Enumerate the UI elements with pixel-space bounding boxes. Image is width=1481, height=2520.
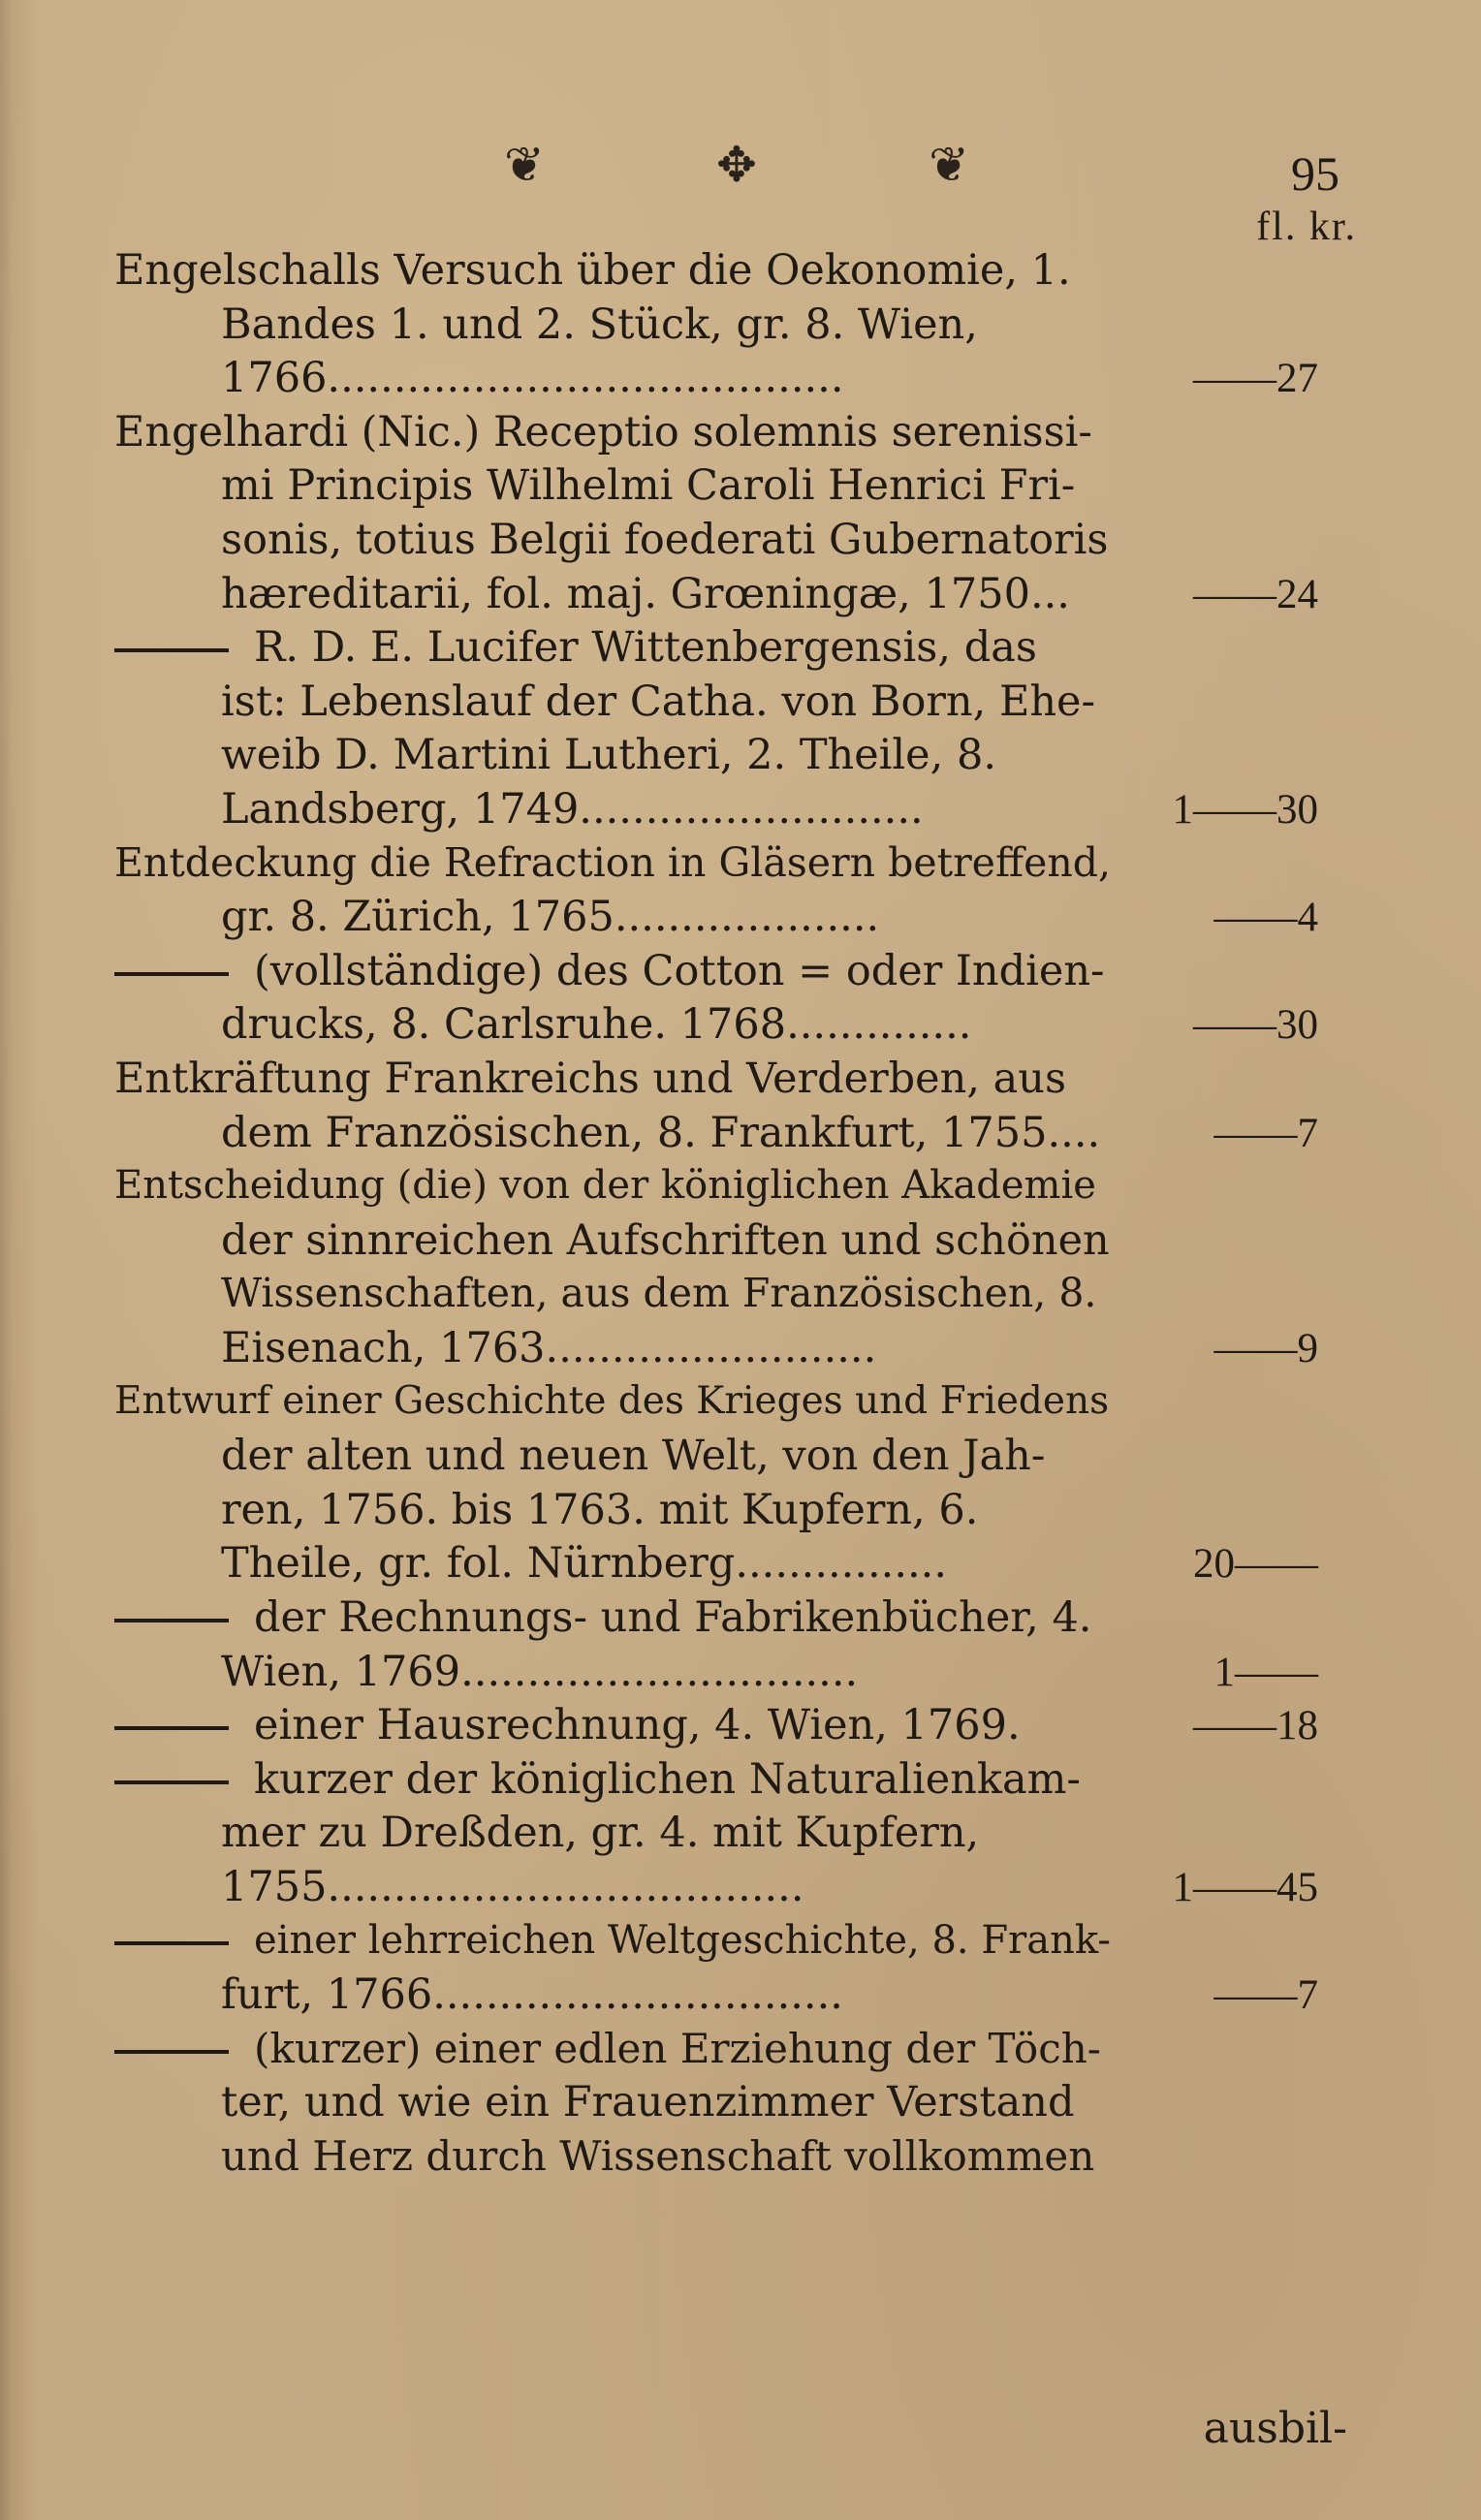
entry-text: mi Principis Wilhelmi Caroli Henrici Fri- [221, 461, 1076, 511]
entry-text: einer lehrreichen Weltgeschichte, 8. Frank- [254, 1917, 1111, 1963]
entry-continuation-line [221, 1485, 979, 1534]
entry-continuation-line [221, 1270, 1097, 1317]
entry-text: gr. 8. Zürich, 1765.................... [221, 893, 880, 942]
entry-continuation-line [221, 1324, 877, 1372]
entry-text: Theile, gr. fol. Nürnberg................ [221, 1539, 948, 1589]
entry-price: 1——30 [1172, 787, 1318, 833]
entry-first-line [114, 1055, 1067, 1103]
entry-price: ——9 [1213, 1326, 1318, 1371]
entry-text: R. D. E. Lucifer Wittenbergensis, das [254, 623, 1037, 673]
ditto-dash [114, 972, 229, 976]
entry-first-line [114, 1701, 1021, 1750]
entry-continuation-line [221, 299, 978, 349]
entry-continuation-line [221, 461, 1076, 511]
entry-first-line [114, 1378, 1110, 1423]
entry-continuation-line [221, 1863, 804, 1911]
entry-continuation-line [221, 731, 996, 780]
entry-text: der alten und neuen Welt, von den Jah- [221, 1432, 1046, 1481]
entry-continuation-line [221, 1215, 1110, 1265]
header-ornament [504, 136, 969, 194]
entry-price: 20—— [1193, 1541, 1318, 1588]
ditto-dash [114, 648, 229, 652]
entry-price: 1——45 [1172, 1865, 1318, 1910]
ditto-dash [114, 1941, 229, 1945]
entry-price: ——4 [1213, 895, 1318, 941]
entry-text: ter, und wie ein Frauenzimmer Verstand [221, 2078, 1075, 2127]
fleuron-right-icon: ❦ [929, 137, 969, 193]
entry-text: kurzer der königlichen Naturalienkam- [254, 1754, 1081, 1804]
entry-text: hæreditarii, fol. maj. Grœningæ, 1750... [221, 569, 1070, 618]
entry-text: der sinnreichen Aufschriften und schönen [221, 1215, 1110, 1265]
entry-price: ——24 [1193, 571, 1318, 617]
entry-text: Engelhardi (Nic.) Receptio solemnis serenissi- [114, 407, 1092, 457]
entry-continuation-line [221, 516, 1109, 564]
entry-text: sonis, totius Belgii foederati Gubernatoris [221, 516, 1109, 564]
entry-first-line [114, 946, 1105, 995]
entry-text: einer Hausrechnung, 4. Wien, 1769. [254, 1701, 1021, 1750]
page-number: 95 [1291, 146, 1339, 201]
entry-first-line [114, 1754, 1081, 1804]
entry-first-line [114, 1917, 1111, 1963]
entry-price: ——30 [1193, 1002, 1318, 1049]
entry-text: (vollständige) des Cotton = oder Indien- [254, 946, 1105, 995]
entry-text: Entscheidung (die) von der königlichen Akademie [114, 1163, 1096, 1209]
entry-first-line [114, 1163, 1096, 1209]
entry-text: furt, 1766............................... [221, 1970, 843, 2020]
fleuron-left-icon: ❦ [504, 137, 545, 193]
entry-continuation-line [221, 354, 844, 403]
entry-continuation-line [221, 677, 1096, 726]
entry-text: (kurzer) einer edlen Erziehung der Töch- [254, 2024, 1101, 2072]
entry-text: Eisenach, 1763......................... [221, 1324, 877, 1372]
entry-continuation-line [221, 1108, 1101, 1157]
entry-first-line [114, 623, 1037, 673]
entry-first-line [114, 838, 1112, 886]
currency-header: fl. kr. [1256, 205, 1357, 249]
catchword: ausbil- [1203, 2404, 1347, 2453]
ditto-dash [114, 2050, 229, 2054]
ditto-dash [114, 1619, 229, 1622]
entry-continuation-line [221, 1809, 980, 1858]
entry-text: Entkräftung Frankreichs und Verderben, aus [114, 1055, 1067, 1103]
entry-continuation-line [221, 2132, 1095, 2180]
entry-continuation-line [221, 2078, 1075, 2127]
entry-continuation-line [221, 569, 1070, 618]
entry-price: 1—— [1213, 1649, 1318, 1695]
entry-text: Engelschalls Versuch über die Oekonomie, 1. [114, 246, 1071, 295]
entry-continuation-line [221, 1000, 972, 1050]
entry-first-line [114, 2024, 1101, 2072]
entry-text: Bandes 1. und 2. Stück, gr. 8. Wien, [221, 299, 978, 349]
entry-price: ——7 [1213, 1972, 1318, 2019]
entry-price: ——27 [1193, 356, 1318, 402]
entry-text: Entwurf einer Geschichte des Krieges und Friedens [114, 1378, 1110, 1423]
entry-text: 1755.................................... [221, 1863, 804, 1911]
entry-text: ist: Lebenslauf der Catha. von Born, Ehe- [221, 677, 1096, 726]
entry-continuation-line [221, 1432, 1046, 1481]
entry-text: weib D. Martini Lutheri, 2. Theile, 8. [221, 731, 996, 780]
entry-text: Entdeckung die Refraction in Gläsern betreffend, [114, 838, 1112, 886]
ditto-dash [114, 1780, 229, 1784]
entry-continuation-line [221, 1539, 948, 1589]
fleuron-center-icon: ✥ [716, 137, 757, 193]
ditto-dash [114, 1726, 229, 1730]
entry-text: der Rechnungs- und Fabrikenbücher, 4. [254, 1593, 1092, 1642]
entry-text: ren, 1756. bis 1763. mit Kupfern, 6. [221, 1485, 979, 1534]
entry-text: 1766....................................... [221, 354, 844, 403]
entry-continuation-line [221, 893, 880, 942]
entry-text: mer zu Dreßden, gr. 4. mit Kupfern, [221, 1809, 980, 1858]
entry-text: dem Französischen, 8. Frankfurt, 1755.... [221, 1108, 1101, 1157]
entry-text: Wien, 1769.............................. [221, 1647, 859, 1696]
entry-text: Landsberg, 1749.......................... [221, 785, 924, 834]
entry-text: Wissenschaften, aus dem Französischen, 8. [221, 1270, 1097, 1317]
entry-price: ——7 [1213, 1110, 1318, 1156]
entry-first-line [114, 407, 1092, 457]
entry-price: ——18 [1193, 1703, 1318, 1749]
entry-continuation-line [221, 1647, 859, 1696]
entry-first-line [114, 1593, 1092, 1642]
entry-continuation-line [221, 785, 924, 834]
entry-continuation-line [221, 1970, 843, 2020]
entry-text: drucks, 8. Carlsruhe. 1768.............. [221, 1000, 972, 1050]
entry-text: und Herz durch Wissenschaft vollkommen [221, 2132, 1095, 2180]
entry-first-line [114, 246, 1071, 295]
